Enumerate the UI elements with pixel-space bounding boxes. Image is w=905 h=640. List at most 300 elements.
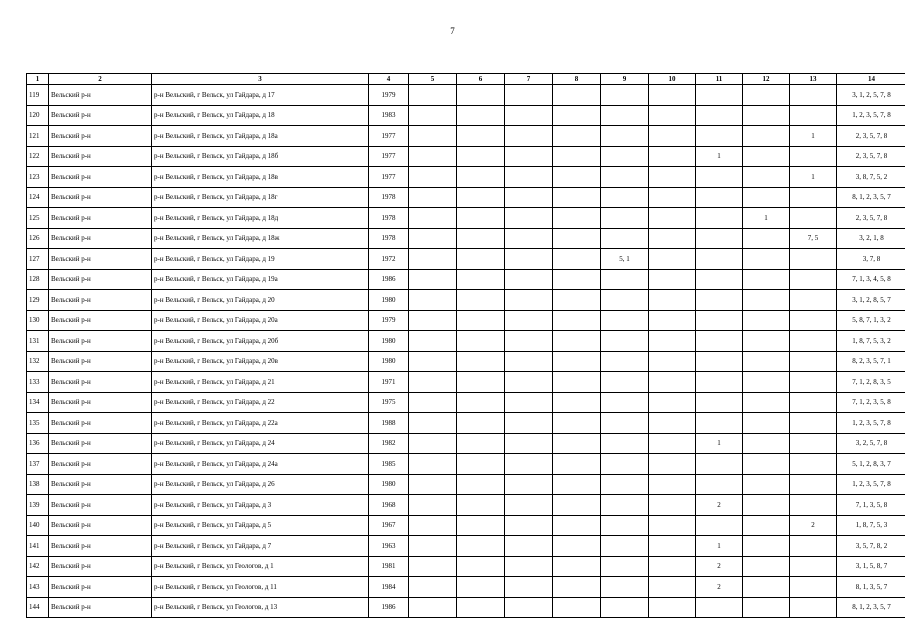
table-cell: 138 (27, 474, 49, 495)
table-cell (649, 85, 696, 106)
table-cell (505, 351, 553, 372)
table-cell: 1, 2, 3, 5, 7, 8 (837, 474, 905, 495)
table-cell (553, 474, 601, 495)
table-row (27, 105, 905, 126)
table-cell (505, 126, 553, 147)
table-cell (743, 85, 790, 106)
column-header: 10 (649, 74, 696, 85)
table-cell: Вельский р-н (49, 187, 152, 208)
table-cell (553, 126, 601, 147)
table-row (27, 515, 905, 536)
table-cell (505, 331, 553, 352)
table-cell: 128 (27, 269, 49, 290)
table-cell: р-н Вельский, г Вельск, ул Гайдара, д 26 (152, 474, 369, 495)
table-cell (601, 556, 649, 577)
table-cell: р-н Вельский, г Вельск, ул Гайдара, д 24 (152, 433, 369, 454)
table-cell: Вельский р-н (49, 105, 152, 126)
table-cell: Вельский р-н (49, 269, 152, 290)
table-cell: р-н Вельский, г Вельск, ул Гайдара, д 18в (152, 167, 369, 188)
table-cell: р-н Вельский, г Вельск, ул Геологов, д 1 (152, 556, 369, 577)
table-cell (743, 228, 790, 249)
table-cell: 2 (696, 577, 743, 598)
table-cell: 2, 3, 5, 7, 8 (837, 126, 905, 147)
table-cell (409, 146, 457, 167)
table-cell (553, 515, 601, 536)
table-cell (553, 187, 601, 208)
table-cell (790, 495, 837, 516)
table-cell: 133 (27, 372, 49, 393)
table-cell: 3, 1, 2, 5, 7, 8 (837, 85, 905, 106)
table-cell (649, 167, 696, 188)
table-header-row (27, 74, 905, 85)
table-cell (457, 167, 505, 188)
table-cell: Вельский р-н (49, 146, 152, 167)
table-cell (790, 85, 837, 106)
table-cell: 1979 (369, 310, 409, 331)
table-cell (743, 454, 790, 475)
table-cell (409, 495, 457, 516)
table-cell: Вельский р-н (49, 331, 152, 352)
table-cell (409, 392, 457, 413)
table-cell (743, 351, 790, 372)
table-cell: 1 (696, 433, 743, 454)
table-cell (649, 310, 696, 331)
table-cell: 1980 (369, 351, 409, 372)
table-cell (553, 146, 601, 167)
table-row (27, 392, 905, 413)
table-cell (601, 372, 649, 393)
table-cell (601, 290, 649, 311)
table-cell: Вельский р-н (49, 126, 152, 147)
table-cell: Вельский р-н (49, 515, 152, 536)
table-cell (553, 536, 601, 557)
table-cell: 131 (27, 331, 49, 352)
table-cell: 3, 5, 7, 8, 2 (837, 536, 905, 557)
table-cell (743, 392, 790, 413)
table-cell: 1, 2, 3, 5, 7, 8 (837, 105, 905, 126)
table-cell: 137 (27, 454, 49, 475)
table-cell: р-н Вельский, г Вельск, ул Гайдара, д 18 (152, 105, 369, 126)
column-header: 4 (369, 74, 409, 85)
table-cell: р-н Вельский, г Вельск, ул Геологов, д 13 (152, 597, 369, 618)
table-cell: 1977 (369, 126, 409, 147)
table-cell (743, 474, 790, 495)
table-cell (457, 310, 505, 331)
table-cell (696, 331, 743, 352)
table-cell (601, 310, 649, 331)
table-cell: 5, 1 (601, 249, 649, 270)
table-cell: р-н Вельский, г Вельск, ул Гайдара, д 5 (152, 515, 369, 536)
table-cell: р-н Вельский, г Вельск, ул Гайдара, д 20 (152, 290, 369, 311)
table-cell (601, 454, 649, 475)
table-cell: 8, 1, 2, 3, 5, 7 (837, 597, 905, 618)
table-cell (649, 515, 696, 536)
table-cell (409, 454, 457, 475)
table-cell (649, 208, 696, 229)
table-cell: 135 (27, 413, 49, 434)
table-cell (553, 85, 601, 106)
table-cell: р-н Вельский, г Вельск, ул Гайдара, д 18д (152, 208, 369, 229)
table-cell (505, 474, 553, 495)
table-cell: Вельский р-н (49, 474, 152, 495)
data-table (26, 73, 905, 618)
table-cell: р-н Вельский, г Вельск, ул Гайдара, д 19 (152, 249, 369, 270)
table-cell (409, 187, 457, 208)
table-cell (553, 413, 601, 434)
table-cell: 8, 1, 3, 5, 7 (837, 577, 905, 598)
table-cell (743, 269, 790, 290)
table-cell: 3, 1, 2, 8, 5, 7 (837, 290, 905, 311)
table-cell (649, 146, 696, 167)
table-cell (696, 85, 743, 106)
table-cell: 140 (27, 515, 49, 536)
table-cell: р-н Вельский, г Вельск, ул Гайдара, д 18а (152, 126, 369, 147)
table-cell (409, 249, 457, 270)
table-cell (457, 577, 505, 598)
table-cell (409, 372, 457, 393)
table-cell (409, 290, 457, 311)
table-row (27, 146, 905, 167)
table-cell (790, 249, 837, 270)
table-cell: р-н Вельский, г Вельск, ул Гайдара, д 22а (152, 413, 369, 434)
table-row (27, 331, 905, 352)
table-cell: 122 (27, 146, 49, 167)
table-cell (457, 269, 505, 290)
table-cell: р-н Вельский, г Вельск, ул Гайдара, д 24а (152, 454, 369, 475)
table-cell: 1981 (369, 556, 409, 577)
table-cell (743, 536, 790, 557)
table-cell (649, 105, 696, 126)
table-cell (790, 474, 837, 495)
table-cell (790, 536, 837, 557)
table-cell: Вельский р-н (49, 351, 152, 372)
table-cell: 1 (696, 536, 743, 557)
table-cell (743, 167, 790, 188)
table-row (27, 167, 905, 188)
table-cell (649, 413, 696, 434)
table-cell (790, 413, 837, 434)
table-cell (457, 597, 505, 618)
table-cell (505, 105, 553, 126)
table-cell (601, 515, 649, 536)
table-cell: 1975 (369, 392, 409, 413)
table-cell (553, 597, 601, 618)
table-cell (601, 495, 649, 516)
table-cell (457, 372, 505, 393)
table-cell (457, 413, 505, 434)
table-cell: р-н Вельский, г Вельск, ул Гайдара, д 20а (152, 310, 369, 331)
column-header: 6 (457, 74, 505, 85)
table-cell: Вельский р-н (49, 577, 152, 598)
table-cell: 1 (743, 208, 790, 229)
table-cell: р-н Вельский, г Вельск, ул Геологов, д 11 (152, 577, 369, 598)
column-header: 13 (790, 74, 837, 85)
table-cell (409, 208, 457, 229)
table-cell (649, 249, 696, 270)
table-cell (601, 126, 649, 147)
table-cell (409, 85, 457, 106)
table-cell: 132 (27, 351, 49, 372)
table-cell (457, 208, 505, 229)
table-cell (505, 515, 553, 536)
table-row (27, 413, 905, 434)
table-cell (743, 331, 790, 352)
table-cell (696, 392, 743, 413)
table-cell: Вельский р-н (49, 85, 152, 106)
table-cell: 124 (27, 187, 49, 208)
table-cell: р-н Вельский, г Вельск, ул Гайдара, д 22 (152, 392, 369, 413)
table-cell: Вельский р-н (49, 413, 152, 434)
table-cell: 1972 (369, 249, 409, 270)
table-cell (409, 167, 457, 188)
table-cell (790, 597, 837, 618)
table-cell (505, 536, 553, 557)
table-cell (696, 208, 743, 229)
table-row (27, 597, 905, 618)
table-cell (696, 187, 743, 208)
table-cell (649, 597, 696, 618)
table-cell (649, 351, 696, 372)
table-cell: 2 (696, 495, 743, 516)
table-cell (601, 208, 649, 229)
table-row (27, 310, 905, 331)
table-cell (409, 556, 457, 577)
table-cell (601, 351, 649, 372)
table-cell (601, 331, 649, 352)
table-cell (601, 105, 649, 126)
table-cell (790, 556, 837, 577)
table-cell (743, 495, 790, 516)
table-cell (696, 249, 743, 270)
table-cell (601, 392, 649, 413)
table-body (27, 85, 905, 618)
table-cell: 1963 (369, 536, 409, 557)
table-cell (743, 515, 790, 536)
table-cell (649, 269, 696, 290)
table-cell (505, 146, 553, 167)
table-cell (743, 372, 790, 393)
table-cell (696, 515, 743, 536)
table-cell: Вельский р-н (49, 228, 152, 249)
table-row (27, 536, 905, 557)
table-cell: 3, 2, 1, 8 (837, 228, 905, 249)
table-cell (457, 126, 505, 147)
table-cell: 1982 (369, 433, 409, 454)
table-cell (505, 290, 553, 311)
table-cell (553, 392, 601, 413)
table-cell (409, 310, 457, 331)
table-cell (743, 187, 790, 208)
table-cell (505, 269, 553, 290)
table-cell (409, 105, 457, 126)
table-cell (505, 597, 553, 618)
table-cell: р-н Вельский, г Вельск, ул Гайдара, д 17 (152, 85, 369, 106)
table-cell (553, 208, 601, 229)
table-row (27, 556, 905, 577)
table-cell (649, 577, 696, 598)
table-cell: 2 (696, 556, 743, 577)
table-cell (601, 413, 649, 434)
table-cell (505, 187, 553, 208)
table-cell (553, 454, 601, 475)
table-cell: 3, 2, 5, 7, 8 (837, 433, 905, 454)
table-cell (696, 474, 743, 495)
table-cell: 8, 1, 2, 3, 5, 7 (837, 187, 905, 208)
table-cell (553, 105, 601, 126)
table-row (27, 208, 905, 229)
table-cell: р-н Вельский, г Вельск, ул Гайдара, д 18г (152, 187, 369, 208)
table-cell (601, 146, 649, 167)
table-cell: р-н Вельский, г Вельск, ул Гайдара, д 20в (152, 351, 369, 372)
table-cell (457, 249, 505, 270)
table-cell (553, 351, 601, 372)
table-cell: р-н Вельский, г Вельск, ул Гайдара, д 19а (152, 269, 369, 290)
table-cell (743, 126, 790, 147)
table-cell (790, 269, 837, 290)
table-cell: Вельский р-н (49, 372, 152, 393)
table-cell: 127 (27, 249, 49, 270)
table-cell (790, 290, 837, 311)
table-cell (457, 290, 505, 311)
table-cell (409, 228, 457, 249)
table-cell: Вельский р-н (49, 208, 152, 229)
table-cell: 1988 (369, 413, 409, 434)
column-header: 14 (837, 74, 905, 85)
table-cell (505, 392, 553, 413)
table-cell (505, 85, 553, 106)
table-cell (601, 536, 649, 557)
table-cell (790, 351, 837, 372)
table-cell: р-н Вельский, г Вельск, ул Гайдара, д 21 (152, 372, 369, 393)
column-header: 1 (27, 74, 49, 85)
table-cell: 144 (27, 597, 49, 618)
table-cell (790, 577, 837, 598)
table-cell (649, 392, 696, 413)
table-cell (505, 433, 553, 454)
table-cell: 125 (27, 208, 49, 229)
table-cell (649, 536, 696, 557)
table-cell (553, 310, 601, 331)
table-cell (696, 413, 743, 434)
table-row (27, 269, 905, 290)
table-cell: 8, 2, 3, 5, 7, 1 (837, 351, 905, 372)
table-cell: 7, 5 (790, 228, 837, 249)
table-cell (409, 515, 457, 536)
table-cell (696, 126, 743, 147)
table-cell (743, 146, 790, 167)
table-cell: р-н Вельский, г Вельск, ул Гайдара, д 18б (152, 146, 369, 167)
table-cell (649, 187, 696, 208)
table-row (27, 372, 905, 393)
table-cell (601, 167, 649, 188)
table-cell: 5, 1, 2, 8, 3, 7 (837, 454, 905, 475)
table-cell: 1978 (369, 228, 409, 249)
table-cell: 1980 (369, 331, 409, 352)
table-cell: 1977 (369, 146, 409, 167)
table-cell: 3, 8, 7, 5, 2 (837, 167, 905, 188)
table-cell (409, 597, 457, 618)
table-cell: Вельский р-н (49, 454, 152, 475)
table-cell: 139 (27, 495, 49, 516)
table-cell (505, 413, 553, 434)
table-cell (743, 556, 790, 577)
table-cell (696, 310, 743, 331)
table-cell: 1980 (369, 474, 409, 495)
table-row (27, 433, 905, 454)
table-cell (696, 454, 743, 475)
table-cell (409, 126, 457, 147)
table-cell (743, 413, 790, 434)
table-cell (790, 331, 837, 352)
table-cell (409, 351, 457, 372)
table-cell (457, 228, 505, 249)
table-cell (505, 372, 553, 393)
column-header: 8 (553, 74, 601, 85)
table-cell: Вельский р-н (49, 433, 152, 454)
table-cell: 1983 (369, 105, 409, 126)
table-cell: 5, 8, 7, 1, 3, 2 (837, 310, 905, 331)
table-cell: 123 (27, 167, 49, 188)
table-cell (743, 577, 790, 598)
table-cell (601, 187, 649, 208)
table-cell (505, 556, 553, 577)
table-cell (505, 454, 553, 475)
table-cell: 126 (27, 228, 49, 249)
table-cell: 1977 (369, 167, 409, 188)
table-cell (505, 208, 553, 229)
column-header: 5 (409, 74, 457, 85)
table-cell: 142 (27, 556, 49, 577)
table-row (27, 454, 905, 475)
table-cell: Вельский р-н (49, 167, 152, 188)
table-cell (649, 331, 696, 352)
table-cell: 2 (790, 515, 837, 536)
table-cell: Вельский р-н (49, 495, 152, 516)
table-cell (649, 474, 696, 495)
table-cell: 7, 1, 3, 4, 5, 8 (837, 269, 905, 290)
table-cell: 1 (790, 126, 837, 147)
table-cell: 129 (27, 290, 49, 311)
table-cell (743, 597, 790, 618)
table-cell (790, 105, 837, 126)
table-cell: 1986 (369, 597, 409, 618)
table-cell: 1968 (369, 495, 409, 516)
table-cell (457, 351, 505, 372)
table-cell (649, 556, 696, 577)
table-cell: 1, 8, 7, 5, 3 (837, 515, 905, 536)
table-cell: р-н Вельский, г Вельск, ул Гайдара, д 20б (152, 331, 369, 352)
table-cell: 119 (27, 85, 49, 106)
table-cell: 1978 (369, 208, 409, 229)
table-cell (553, 433, 601, 454)
table-cell (409, 331, 457, 352)
table-cell (790, 310, 837, 331)
table-cell: р-н Вельский, г Вельск, ул Гайдара, д 3 (152, 495, 369, 516)
table-cell (553, 556, 601, 577)
table-cell (790, 208, 837, 229)
table-cell (553, 269, 601, 290)
table-cell (505, 495, 553, 516)
table-row (27, 126, 905, 147)
table-cell (505, 167, 553, 188)
table-cell (457, 556, 505, 577)
table-cell (553, 290, 601, 311)
table-cell (409, 474, 457, 495)
table-cell (457, 85, 505, 106)
table-cell (505, 310, 553, 331)
table-cell (601, 228, 649, 249)
table-row (27, 351, 905, 372)
